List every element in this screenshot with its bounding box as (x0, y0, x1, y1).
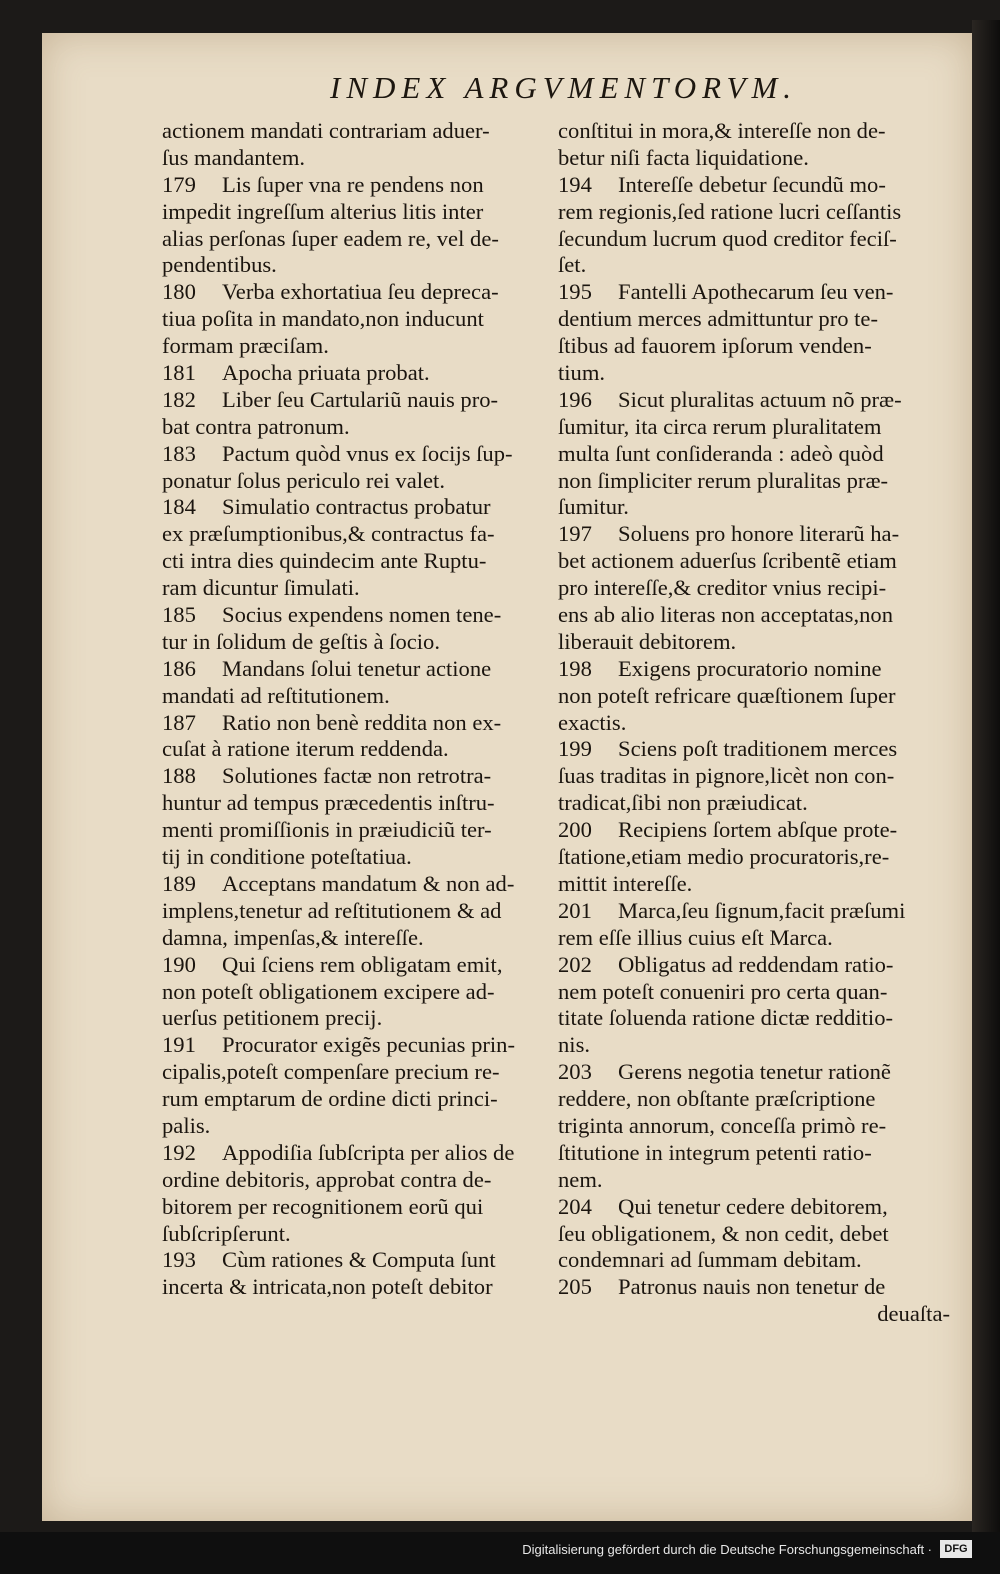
text-line (558, 414, 950, 441)
line-text: titate ſoluenda ratione dictæ redditio- (558, 1005, 894, 1031)
line-text: mittit intereſſe. (558, 870, 693, 896)
text-line (558, 925, 950, 952)
line-text: Verba exhortatiua ſeu depreca- (222, 279, 499, 305)
entry-number: 182 (162, 386, 196, 412)
line-text: ram dicuntur ſimulati. (162, 575, 360, 601)
text-line (162, 1086, 544, 1113)
entry-number: 183 (162, 440, 196, 466)
line-text: ſuas traditas in pignore,licèt non con- (558, 763, 895, 789)
line-text: non poteſt obligationem excipere ad- (162, 978, 495, 1004)
running-header: INDEX ARGVMENTORVM. (330, 70, 798, 105)
text-line (558, 548, 950, 575)
line-text: non ſimpliciter rerum pluralitas præ- (558, 467, 889, 493)
entry-number: 191 (162, 1032, 196, 1058)
line-text: cipalis,poteſt compenſare precium re- (162, 1059, 500, 1085)
line-text: liberauit debitorem. (558, 628, 737, 654)
text-line (558, 979, 950, 1006)
text-line (558, 279, 950, 306)
entry-number: 203 (558, 1059, 592, 1085)
text-line (162, 844, 544, 871)
text-line (558, 1059, 950, 1086)
text-line (558, 1221, 950, 1248)
text-line (558, 736, 950, 763)
text-line (558, 871, 950, 898)
entry-number: 197 (558, 521, 592, 547)
line-text: Fantelli Apothecarum ſeu ven- (618, 279, 894, 305)
text-line (162, 1221, 544, 1248)
text-line (162, 871, 544, 898)
line-text: ſeu obligationem, & non cedit, debet (558, 1220, 889, 1246)
text-line (162, 1247, 544, 1274)
text-line (162, 656, 544, 683)
text-line (162, 279, 544, 306)
line-text: tur in ſolidum de geſtis à ſocio. (162, 628, 440, 654)
text-line (162, 925, 544, 952)
text-line (558, 763, 950, 790)
text-line (558, 145, 950, 172)
text-line (162, 226, 544, 253)
text-line (558, 629, 950, 656)
line-text: Obligatus ad reddendam ratio- (618, 951, 894, 977)
text-line (162, 952, 544, 979)
line-text: ſus mandantem. (162, 144, 306, 170)
book-spine-edge (972, 20, 1000, 1540)
line-text: Mandans ſolui tenetur actione (222, 655, 492, 681)
text-line (162, 387, 544, 414)
line-text: Patronus nauis non tenetur de (618, 1274, 886, 1300)
line-text: Sicut pluralitas actuum nõ præ- (618, 386, 902, 412)
text-line (162, 199, 544, 226)
text-line (162, 118, 544, 145)
line-text: Solutiones factæ non retrotra- (222, 763, 492, 789)
line-text: Liber ſeu Cartulariũ nauis pro- (222, 386, 499, 412)
entry-number: 200 (558, 817, 592, 843)
line-text: Pactum quòd vnus ex ſocijs ſup- (222, 440, 513, 466)
entry-number: 186 (162, 655, 196, 681)
line-text: Procurator exigẽs pecunias prin- (222, 1032, 515, 1058)
line-text: ex præſumptionibus,& contractus fa- (162, 521, 495, 547)
text-line (558, 898, 950, 925)
line-text: deuaſta- (877, 1301, 950, 1327)
entry-number: 204 (558, 1193, 592, 1219)
text-line (162, 602, 544, 629)
text-line (162, 333, 544, 360)
line-text: formam præciſam. (162, 333, 329, 359)
entry-number: 193 (162, 1247, 196, 1273)
text-line (558, 575, 950, 602)
text-line (162, 1274, 544, 1301)
text-line (558, 1301, 950, 1328)
line-text: ſumitur, ita circa rerum pluralitatem (558, 413, 882, 439)
line-text: impedit ingreſſum alterius litis inter (162, 198, 484, 224)
line-text: Simulatio contractus probatur (222, 494, 491, 520)
line-text: damna, impenſas,& intereſſe. (162, 924, 424, 950)
line-text: implens,tenetur ad reſtitutionem & ad (162, 897, 502, 923)
text-line (162, 1167, 544, 1194)
line-text: Exigens procuratorio nomine (618, 655, 882, 681)
line-text: dentium merces admittuntur pro te- (558, 306, 878, 332)
line-text: bat contra patronum. (162, 413, 350, 439)
dfg-logo: DFG (940, 1540, 972, 1558)
line-text: non poteſt refricare quæſtionem ſuper (558, 682, 896, 708)
text-line (162, 736, 544, 763)
text-line (558, 387, 950, 414)
text-line (558, 1113, 950, 1140)
text-line (558, 521, 950, 548)
digitization-footer (0, 1532, 1000, 1574)
text-line (162, 1032, 544, 1059)
text-line (162, 763, 544, 790)
text-line (558, 817, 950, 844)
text-line (558, 306, 950, 333)
line-text: palis. (162, 1112, 211, 1138)
entry-number: 198 (558, 655, 592, 681)
line-text: betur niſi facta liquidatione. (558, 144, 809, 170)
text-line (558, 252, 950, 279)
text-line (162, 360, 544, 387)
text-line (162, 252, 544, 279)
text-line (162, 306, 544, 333)
text-line (558, 1140, 950, 1167)
line-text: Appodiſia ſubſcripta per alios de (222, 1139, 515, 1165)
text-line (558, 1032, 950, 1059)
text-line (558, 1005, 950, 1032)
line-text: cuſat à ratione iterum reddenda. (162, 736, 449, 762)
entry-number: 185 (162, 602, 196, 628)
entry-number: 189 (162, 870, 196, 896)
text-line (162, 468, 544, 495)
line-text: incerta & intricata,non poteſt debitor (162, 1274, 493, 1300)
line-text: conſtitui in mora,& intereſſe non de- (558, 118, 886, 143)
line-text: rem eſſe illius cuius eſt Marca. (558, 924, 833, 950)
line-text: cti intra dies quindecim ante Ruptu- (162, 548, 487, 574)
entry-number: 190 (162, 951, 196, 977)
line-text: pendentibus. (162, 252, 277, 278)
line-text: ſecundum lucrum quod creditor feciſ- (558, 225, 897, 251)
text-line (558, 199, 950, 226)
text-line (558, 1086, 950, 1113)
line-text: exactis. (558, 709, 627, 735)
line-text: Intereſſe debetur ſecundũ mo- (618, 171, 886, 197)
line-text: Lis ſuper vna re pendens non (222, 171, 484, 197)
entry-number: 192 (162, 1139, 196, 1165)
line-text: nis. (558, 1032, 591, 1058)
text-line (162, 898, 544, 925)
text-line (558, 1194, 950, 1221)
text-line (558, 226, 950, 253)
line-text: uerſus petitionem precij. (162, 1005, 383, 1031)
entry-number: 188 (162, 763, 196, 789)
line-text: ens ab alio literas non acceptatas,non (558, 602, 894, 628)
text-line (558, 441, 950, 468)
text-line (162, 145, 544, 172)
line-text: pro intereſſe,& creditor vnius recipi- (558, 575, 887, 601)
line-text: Ratio non benè reddita non ex- (222, 709, 502, 735)
entry-number: 196 (558, 386, 592, 412)
line-text: Marca,ſeu ſignum,facit præſumi (618, 897, 906, 923)
text-line (558, 683, 950, 710)
line-text: ſet. (558, 252, 587, 278)
entry-number: 180 (162, 279, 196, 305)
line-text: Socius expendens nomen tene- (222, 602, 502, 628)
line-text: bet actionem aduerſus ſcribentẽ etiam (558, 548, 897, 574)
left-column (162, 118, 544, 1301)
text-line (162, 521, 544, 548)
line-text: nem. (558, 1166, 603, 1192)
line-text: rem regionis,ſed ratione lucri ceſſantis (558, 198, 902, 224)
text-line (558, 333, 950, 360)
line-text: Recipiens ſortem abſque prote- (618, 817, 898, 843)
text-line (558, 602, 950, 629)
text-line (558, 790, 950, 817)
text-line (162, 414, 544, 441)
text-line (162, 494, 544, 521)
line-text: Apocha priuata probat. (222, 360, 430, 386)
text-line (558, 952, 950, 979)
entry-number: 202 (558, 951, 592, 977)
right-column (558, 118, 950, 1328)
text-line (162, 1005, 544, 1032)
line-text: ordine debitoris, approbat contra de- (162, 1166, 492, 1192)
entry-number: 205 (558, 1274, 592, 1300)
entry-number: 195 (558, 279, 592, 305)
line-text: tij in conditione poteſtatiua. (162, 844, 412, 870)
text-line (162, 1140, 544, 1167)
line-text: Sciens poſt traditionem merces (618, 736, 898, 762)
line-text: reddere, non obſtante præſcriptione (558, 1086, 876, 1112)
line-text: ſtibus ad fauorem ipſorum venden- (558, 333, 872, 359)
entry-number: 187 (162, 709, 196, 735)
text-line (162, 575, 544, 602)
line-text: ponatur ſolus periculo rei valet. (162, 467, 445, 493)
line-text: nem poteſt conueniri pro certa quan- (558, 978, 888, 1004)
entry-number: 199 (558, 736, 592, 762)
text-line (558, 118, 950, 145)
line-text: tiua poſita in mandato,non inducunt (162, 306, 484, 332)
entry-number: 184 (162, 494, 196, 520)
line-text: ſtitutione in integrum petenti ratio- (558, 1139, 872, 1165)
line-text: triginta annorum, conceſſa primò re- (558, 1112, 887, 1138)
text-line (558, 1274, 950, 1301)
line-text: Soluens pro honore literarũ ha- (618, 521, 900, 547)
line-text: tradicat,ſibi non præiudicat. (558, 790, 808, 816)
text-line (162, 441, 544, 468)
line-text: huntur ad tempus præcedentis inſtru- (162, 790, 495, 816)
line-text: multa ſunt conſideranda : adeò quòd (558, 440, 884, 466)
funding-notice: Digitalisierung gefördert durch die Deutsche Forschungsgemeinschaft · (522, 1542, 932, 1557)
line-text: rum emptarum de ordine dicti princi- (162, 1086, 498, 1112)
text-line (558, 172, 950, 199)
line-text: bitorem per recognitionem eorũ qui (162, 1193, 484, 1219)
text-line (558, 656, 950, 683)
text-line (162, 629, 544, 656)
line-text: tium. (558, 360, 606, 386)
text-line (162, 683, 544, 710)
text-line (162, 710, 544, 737)
line-text: Qui ſciens rem obligatam emit, (222, 951, 503, 977)
text-line (162, 1194, 544, 1221)
line-text: ſtatione,etiam medio procuratoris,re- (558, 844, 890, 870)
line-text: Gerens negotia tenetur rationẽ (618, 1059, 891, 1085)
text-line (162, 1059, 544, 1086)
line-text: actionem mandati contrariam aduer- (162, 118, 490, 143)
text-line (162, 548, 544, 575)
line-text: alias perſonas ſuper eadem re, vel de- (162, 225, 499, 251)
line-text: mandati ad reſtitutionem. (162, 682, 390, 708)
text-line (558, 494, 950, 521)
text-line (558, 468, 950, 495)
text-line (162, 817, 544, 844)
text-line (162, 979, 544, 1006)
text-line (558, 1247, 950, 1274)
text-line (162, 1113, 544, 1140)
line-text: condemnari ad ſummam debitam. (558, 1247, 862, 1273)
line-text: ſubſcripſerunt. (162, 1220, 291, 1246)
entry-number: 179 (162, 171, 196, 197)
entry-number: 194 (558, 171, 592, 197)
text-line (162, 790, 544, 817)
line-text: ſumitur. (558, 494, 629, 520)
line-text: menti promiſſionis in præiudiciũ ter- (162, 817, 492, 843)
text-line (558, 360, 950, 387)
entry-number: 201 (558, 897, 592, 923)
line-text: Qui tenetur cedere debitorem, (618, 1193, 888, 1219)
entry-number: 181 (162, 360, 196, 386)
text-line (558, 710, 950, 737)
text-line (162, 172, 544, 199)
line-text: Cùm rationes & Computa ſunt (222, 1247, 496, 1273)
line-text: Acceptans mandatum & non ad- (222, 870, 515, 896)
text-line (558, 1167, 950, 1194)
text-line (558, 844, 950, 871)
